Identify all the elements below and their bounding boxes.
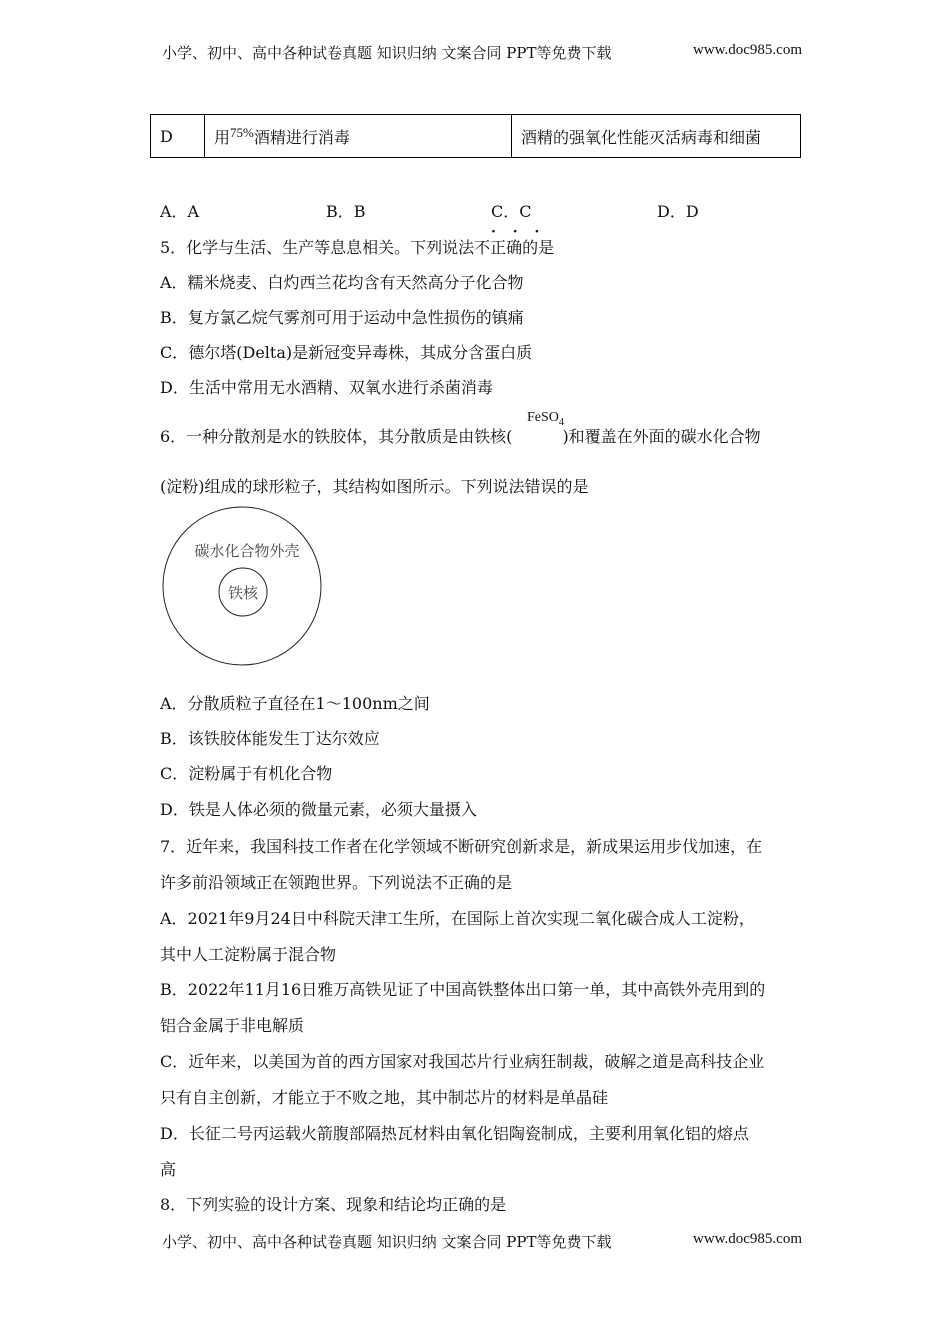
page-header [162, 42, 802, 63]
header-text: 小学、初中、高中各种试卷真题 知识归纳 文案合同 PPT等免费下载 [162, 44, 612, 62]
row-letter: D [151, 115, 205, 158]
q5-option-b: B．复方氯乙烷气雾剂可用于运动中急性损伤的镇痛 [160, 308, 524, 327]
outer-shell-label: 碳水化合物外壳 [194, 542, 300, 560]
row-explanation: 酒精的强氧化性能灭活病毒和细菌 [512, 115, 801, 158]
q7-option-c-line2: 只有自主创新，才能立于不败之地，其中制芯片的材料是单晶硅 [160, 1088, 609, 1107]
q6-option-d: D．铁是人体必须的微量元素，必须大量摄入 [160, 800, 477, 819]
q7-option-d-line2: 高 [160, 1160, 177, 1179]
q7-stem-line1: 7．近年来，我国科技工作者在化学领域不断研究创新求是，新成果运用步伐加速，在 [160, 837, 763, 856]
q7-option-b-line2: 铝合金属于非电解质 [160, 1016, 305, 1035]
q4-choices [160, 199, 760, 219]
q8-stem: 8．下列实验的设计方案、现象和结论均正确的是 [160, 1195, 507, 1214]
q7-option-a-line2: 其中人工淀粉属于混合物 [160, 945, 337, 964]
footer-url[interactable]: www.doc985.com [692, 1231, 802, 1247]
q5-option-a: A．糯米烧麦、白灼西兰花均含有天然高分子化合物 [160, 273, 524, 292]
q6-option-b: B．该铁胶体能发生丁达尔效应 [160, 729, 380, 748]
q7-option-a-line1: A．2021年9月24日中科院天津工生所，在国际上首次实现二氧化碳合成人工淀粉， [160, 909, 755, 928]
particle-structure-diagram [160, 506, 330, 670]
percent-value: 75% [230, 124, 254, 140]
q7-stem-line2: 许多前沿领域正在领跑世界。下列说法不正确的是 [160, 873, 513, 892]
row-operation: 用$^{75\%}$酒精进行消毒 [205, 115, 512, 158]
footer-text: 小学、初中、高中各种试卷真题 知识归纳 文案合同 PPT等免费下载 [162, 1233, 612, 1251]
q5-option-c: C．德尔塔(Delta)是新冠变异毒株，其成分含蛋白质 [160, 343, 533, 362]
options-table [150, 114, 801, 158]
iron-core-label: 铁核 [227, 584, 259, 602]
q6-option-c: C．淀粉属于有机化合物 [160, 764, 333, 783]
q6-option-a: A．分散质粒子直径在1～100nm之间 [160, 694, 430, 713]
emphasis-dots: · · · [491, 224, 546, 240]
q7-option-b-line1: B．2022年11月16日雅万高铁见证了中国高铁整体出口第一单，其中高铁外壳用到的 [160, 980, 766, 999]
q5-stem: 5．化学与生活、生产等息息相关。下列说法不正确的是 [160, 238, 555, 257]
choice-a: A．A [160, 202, 200, 221]
choice-c: C．C [491, 202, 532, 221]
q6-stem-line1: 6．一种分散剂是水的铁胶体，其分散质是由铁核( )和覆盖在外面的碳水化合物 [160, 427, 761, 446]
q7-option-c-line1: C．近年来，以美国为首的西方国家对我国芯片行业病狂制裁，破解之道是高科技企业 [160, 1052, 765, 1071]
choice-b: B．B [326, 202, 366, 221]
choice-d: D．D [657, 202, 699, 221]
q5-option-d: D．生活中常用无水酒精、双氧水进行杀菌消毒 [160, 378, 493, 397]
q7-option-d-line1: D．长征二号丙运载火箭腹部隔热瓦材料由氧化铝陶瓷制成，主要利用氧化铝的熔点 [160, 1124, 749, 1143]
feso4-formula: FeSO$_4$ [527, 410, 564, 428]
q6-stem-line2: (淀粉)组成的球形粒子，其结构如图所示。下列说法错误的是 [160, 477, 589, 496]
header-url[interactable]: www.doc985.com [692, 42, 802, 58]
table-row [151, 115, 801, 158]
page-footer [162, 1231, 802, 1252]
